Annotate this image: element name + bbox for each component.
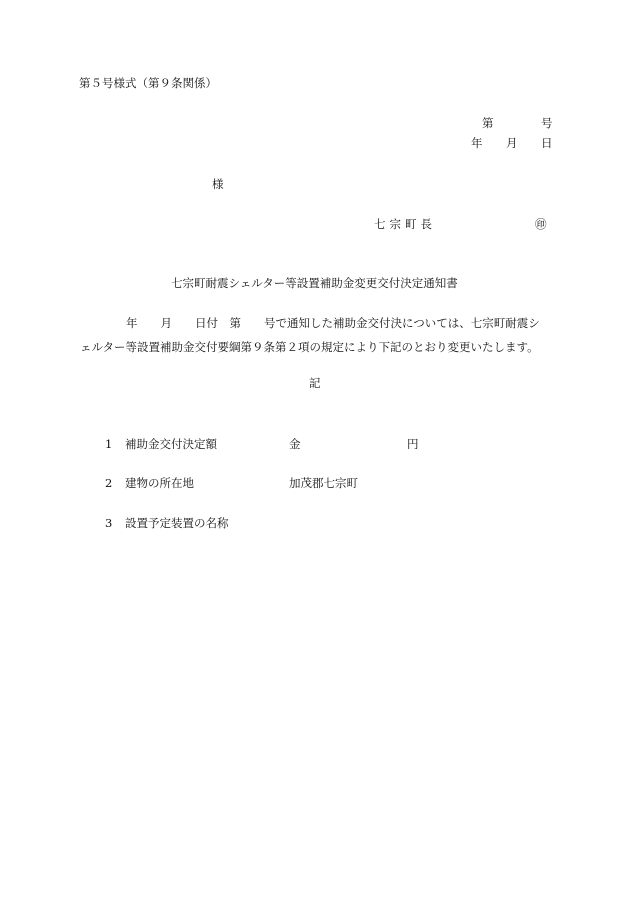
issuer-name: 七宗町長	[374, 217, 436, 231]
form-label: 第５号様式（第９条関係）	[79, 76, 217, 90]
item-1-number: 1	[105, 437, 113, 451]
document-number-go: 号	[541, 116, 553, 130]
item-2-number: 2	[105, 476, 113, 490]
document-title: 七宗町耐震シェルター等設置補助金変更交付決定通知書	[171, 276, 458, 290]
item-1-value-suffix: 円	[407, 437, 419, 451]
document-number-dai: 第	[482, 116, 494, 130]
body-text-line-2: ェルター等設置補助金交付要綱第９条第２項の規定により下記のとおり変更いたします。	[80, 340, 539, 354]
item-1-label: 補助金交付決定額	[125, 437, 217, 451]
item-1-value-prefix: 金	[289, 437, 301, 451]
addressee-suffix: 様	[212, 177, 224, 191]
item-3-number: 3	[105, 516, 113, 530]
item-2-label: 建物の所在地	[125, 476, 194, 490]
item-3-label: 設置予定装置の名称	[125, 516, 229, 530]
date-day-label: 日	[541, 136, 553, 150]
date-month-label: 月	[506, 136, 518, 150]
date-year-label: 年	[471, 136, 483, 150]
body-text-line-1: 年 月 日付 第 号で通知した補助金交付決については、七宗町耐震シ	[80, 316, 540, 330]
item-2-value: 加茂郡七宗町	[289, 476, 358, 490]
ki-heading: 記	[309, 376, 321, 390]
seal-icon: ㊞	[535, 217, 547, 231]
